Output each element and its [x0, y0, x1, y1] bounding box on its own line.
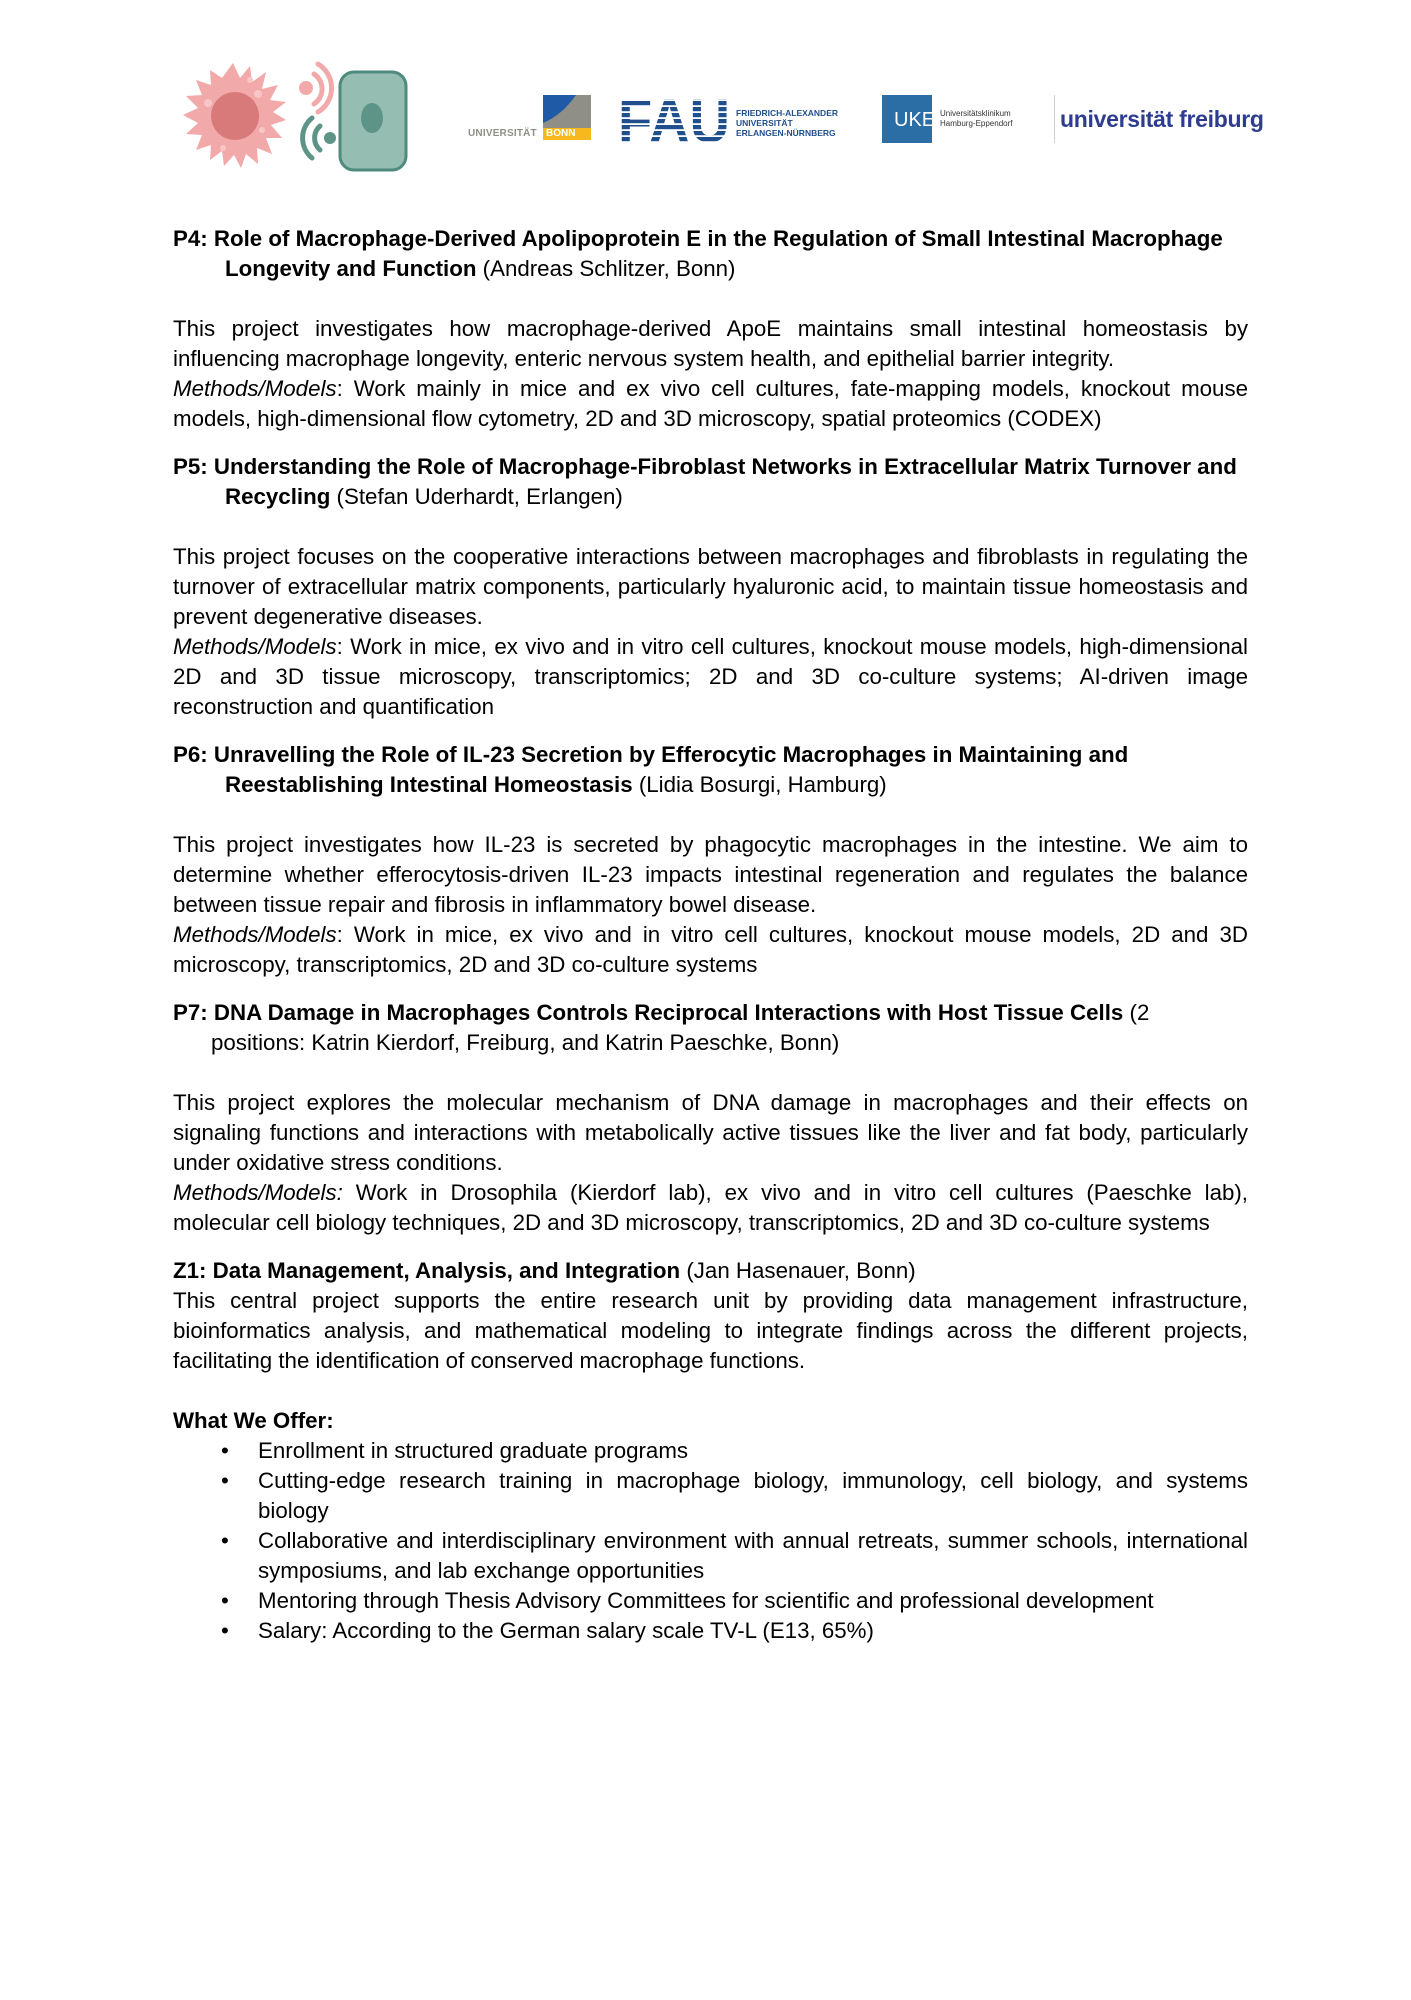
project-heading	[173, 998, 1248, 1058]
project-lead: (Andreas Schlitzer, Bonn)	[482, 256, 736, 281]
list-item	[173, 1436, 1248, 1466]
description-text: This project explores the molecular mechanism of DNA damage in macrophages and their effects on signaling functions and interactions with metabolically active tissues like the liver and fat body, particularly under oxidative stress conditions.	[173, 1090, 1248, 1175]
document-body	[173, 224, 1248, 1646]
project-description	[173, 830, 1248, 980]
offer-list	[173, 1436, 1248, 1646]
methods-text: Work in Drosophila (Kierdorf lab), ex vivo and in vitro cell cultures (Paeschke lab), molecular cell biology techniques, 2D and 3D microscopy, transcriptomics, 2D and 3D co-culture systems	[173, 1180, 1248, 1235]
list-item-text: Cutting-edge research training in macrophage biology, immunology, cell biology, and systems biology	[258, 1468, 1248, 1523]
methods-label: Methods/Models	[173, 634, 337, 659]
uni-freiburg-text: universität freiburg	[1060, 106, 1264, 132]
project-title: P7: DNA Damage in Macrophages Controls Reciprocal Interactions with Host Tissue Cells	[173, 1000, 1124, 1025]
project-lead: (Stefan Uderhardt, Erlangen)	[336, 484, 623, 509]
methods-text: : Work in mice, ex vivo and in vitro cell cultures, knockout mouse models, 2D and 3D microscopy, transcriptomics, 2D and 3D co-culture systems	[173, 922, 1248, 977]
bullet-icon: •	[221, 1618, 229, 1643]
list-item-text: Mentoring through Thesis Advisory Committees for scientific and professional development	[258, 1588, 1154, 1613]
project-title: P6: Unravelling the Role of IL-23 Secretion by Efferocytic Macrophages in Maintaining and Reestablishing Intestinal Homeostasis	[173, 742, 1129, 797]
project-title: Z1: Data Management, Analysis, and Integration	[173, 1258, 681, 1283]
project-p4	[173, 224, 1248, 434]
project-title: P4: Role of Macrophage-Derived Apolipoprotein E in the Regulation of Small Intestinal Macrophage Longevity and Function	[173, 226, 1223, 281]
methods-label: Methods/Models	[173, 376, 337, 401]
project-heading	[173, 452, 1248, 512]
fau-logo	[618, 95, 858, 145]
uni-bonn-text-right: BONN	[546, 128, 576, 139]
uke-mark-text: UKE	[894, 109, 936, 131]
project-p7	[173, 998, 1248, 1238]
bullet-icon: •	[221, 1468, 229, 1493]
project-title: P5: Understanding the Role of Macrophage-Fibroblast Networks in Extracellular Matrix Turnover and Recycling	[173, 454, 1237, 509]
uke-text	[940, 109, 1012, 129]
project-heading	[173, 224, 1248, 284]
description-text: This project investigates how IL-23 is secreted by phagocytic macrophages in the intestine. We aim to determine whether efferocytosis-driven IL-23 impacts intestinal regeneration and regulates the balance between tissue repair and fibrosis in inflammatory bowel disease.	[173, 832, 1248, 917]
fau-line-2: UNIVERSITÄT	[736, 118, 793, 128]
bullet-icon: •	[221, 1438, 229, 1463]
fau-mark-icon	[618, 95, 733, 145]
svg-text:FAU: FAU	[618, 95, 730, 145]
methods-label: Methods/Models:	[173, 1180, 343, 1205]
methods-text: : Work mainly in mice and ex vivo cell cultures, fate-mapping models, knockout mouse models, high-dimensional flow cytometry, 2D and 3D microscopy, spatial proteomics (CODEX)	[173, 376, 1248, 431]
project-heading	[173, 740, 1248, 800]
uni-freiburg-logo	[1060, 106, 1264, 133]
project-description	[173, 542, 1248, 722]
list-item-text: Enrollment in structured graduate programs	[258, 1438, 689, 1463]
uni-bonn-logo	[466, 95, 592, 140]
uke-mark	[882, 95, 936, 143]
fau-text	[736, 108, 838, 138]
uke-logo	[882, 95, 1055, 143]
list-item	[173, 1616, 1248, 1646]
research-unit-logo-icon	[178, 58, 408, 173]
list-item	[173, 1526, 1248, 1586]
what-we-offer	[173, 1406, 1248, 1646]
project-description	[173, 1088, 1248, 1238]
project-z1	[173, 1256, 1248, 1376]
description-text: This project focuses on the cooperative interactions between macrophages and fibroblasts in regulating the turnover of extracellular matrix components, particularly hyaluronic acid, to maintain tissue homeostasis and prevent degenerative diseases.	[173, 544, 1248, 629]
uni-bonn-text-left: UNIVERSITÄT	[468, 128, 537, 139]
project-p5	[173, 452, 1248, 722]
list-item	[173, 1586, 1248, 1616]
project-lead: (Lidia Bosurgi, Hamburg)	[638, 772, 887, 797]
methods-text: : Work in mice, ex vivo and in vitro cell cultures, knockout mouse models, high-dimensional 2D and 3D tissue microscopy, transcriptomics; 2D and 3D co-culture systems; AI-driven image reconstruction and quantification	[173, 634, 1248, 719]
project-heading	[173, 1256, 1248, 1286]
project-description	[173, 314, 1248, 434]
methods-label: Methods/Models	[173, 922, 337, 947]
project-description: This central project supports the entire research unit by providing data management infrastructure, bioinformatics analysis, and mathematical modeling to integrate findings across the different projects, facilitating the identification of conserved macrophage functions.	[173, 1288, 1248, 1373]
offer-heading: What We Offer:	[173, 1408, 334, 1433]
project-lead: (Jan Hasenauer, Bonn)	[686, 1258, 916, 1283]
header-logos	[0, 0, 1411, 180]
project-p6	[173, 740, 1248, 980]
fau-line-3: ERLANGEN-NÜRNBERG	[736, 128, 836, 138]
description-text: This project investigates how macrophage-derived ApoE maintains small intestinal homeostasis by influencing macrophage longevity, enteric nervous system health, and epithelial barrier integrity.	[173, 316, 1248, 371]
list-item	[173, 1466, 1248, 1526]
fau-line-1: FRIEDRICH-ALEXANDER	[736, 108, 838, 118]
bullet-icon: •	[221, 1528, 229, 1553]
bullet-icon: •	[221, 1588, 229, 1613]
project-lead: (2 positions: Katrin Kierdorf, Freiburg, and Katrin Paeschke, Bonn)	[211, 1000, 1150, 1055]
list-item-text: Collaborative and interdisciplinary environment with annual retreats, summer schools, international symposiums, and lab exchange opportunities	[258, 1528, 1248, 1583]
uke-line-2: Hamburg-Eppendorf	[940, 119, 1013, 128]
list-item-text: Salary: According to the German salary scale TV-L (E13, 65%)	[258, 1618, 874, 1643]
uke-line-1: Universitätsklinikum	[940, 109, 1011, 118]
